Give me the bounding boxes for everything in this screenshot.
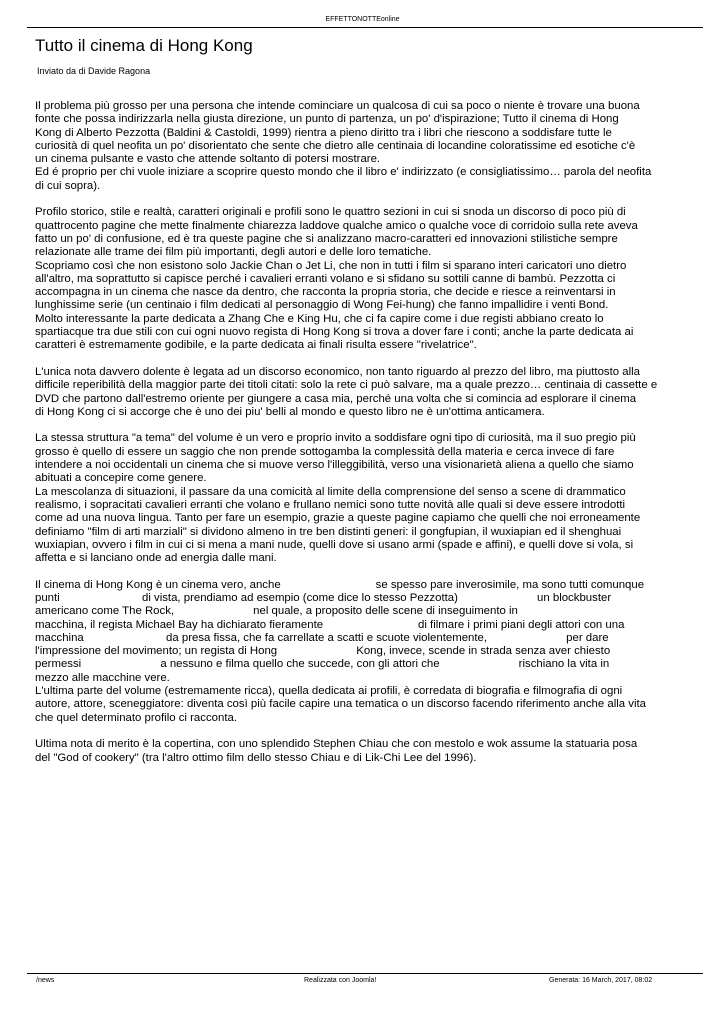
paragraph-line: definiamo "film di arti marziali" si dividono almeno in tre ben distinti generi: il gongfupian, il wuxiapian ed il shenghuai	[35, 525, 622, 538]
paragraph-line: Kong di Alberto Pezzotta (Baldini & Castoldi, 1999) rientra a pieno diritto tra i libri che riescono a soddisfare tutte le	[35, 126, 612, 139]
paragraph-line: La mescolanza di situazioni, il passare da una comicità al limite della comprensione del senso a scene di drammatico	[35, 485, 626, 498]
paragraph-line: punti di vista, prendiamo ad esempio (come dice lo stesso Pezzotta) un blockbuster	[35, 591, 612, 604]
paragraph-line: difficile reperibilità della maggior parte dei titoli citati: solo la rete ci può salvare, ma a quale prezzo… centinaia di cassette e	[35, 379, 658, 392]
paragraph-line: La stessa struttura "a tema" del volume è un vero e proprio invito a soddisfare ogni tipo di curiosità, ma il suo pregio più	[35, 432, 636, 445]
paragraph-line: DVD che partono dall'estremo oriente per giungere a casa mia, perché una volta che si comincia ad esplorare il cinema	[35, 392, 637, 405]
article-body	[35, 100, 705, 778]
paragraph-line: quattrocento pagine che mette finalmente chiarezza laddove qualche amico o qualche voce di corridoio sulla rete aveva	[35, 219, 638, 232]
paragraph-line: spartiacque tra due stili con cui ogni nuovo regista di Hong Kong si trova a dover fare i conti; anche la parte dedicata ai	[35, 326, 634, 339]
footer-powered-by: Realizzata con Joomla!	[304, 977, 377, 984]
paragraph-line: Profilo storico, stile e realtà, caratteri originali e profili sono le quattro sezioni in cui si snoda un discorso di poco più di	[35, 206, 626, 219]
paragraph-line: affetta e si lanciano onde ad energia dalle mani.	[35, 552, 277, 565]
article-paragraph	[35, 100, 705, 193]
article-paragraph	[35, 366, 705, 419]
paragraph-line: Molto interessante la parte dedicata a Zhang Che e King Hu, che ci fa capire come i due registi abbiano creato lo	[35, 312, 604, 325]
article-paragraph	[35, 432, 705, 565]
paragraph-line: del "God of cookery" (tra l'altro ottimo film dello stesso Chiau e di Lik-Chi Lee del 1996).	[35, 751, 477, 764]
article-byline: Inviato da di Davide Ragona	[37, 66, 151, 76]
paragraph-line: come ad una nuova lingua. Tanto per fare un esempio, grazie a queste pagine capiamo che quelli che noi erroneamente	[35, 512, 641, 525]
paragraph-line: accompagna in un cinema che nasce da dentro, che racconta la propria storia, che decide e riesce a reinventarsi in	[35, 286, 616, 299]
paragraph-line: intendere a noi occidentali un cinema che si muove verso l'illeggibilità, verso una visionarietà aliena a quello che siamo	[35, 459, 634, 472]
paragraph-line: relazionate alle trame dei film più importanti, degli autori e delle loro tematiche.	[35, 246, 432, 259]
article-paragraph	[35, 579, 705, 725]
footer-generated-date: Generata: 16 March, 2017, 08:02	[549, 977, 653, 984]
paragraph-line: abituati a concepire come genere.	[35, 472, 207, 485]
footer-path: /news	[36, 977, 55, 984]
paragraph-line: macchina da presa fissa, che fa carrellate a scatti e scuote violentemente, per dare	[35, 631, 609, 644]
paragraph-line: lunghissime serie (un centinaio i film dedicati al personaggio di Wong Fei-hung) che fanno impallidire i venti Bond.	[35, 299, 609, 312]
paragraph-line: di Hong Kong ci si accorge che è uno dei piu' belli al mondo e questo libro ne è un'ottima anticamera.	[35, 405, 545, 418]
paragraph-line: permessi a nessuno e filma quello che succede, con gli attori che rischiano la vita in	[35, 658, 610, 671]
paragraph-line: L'ultima parte del volume (estremamente ricca), quella dedicata ai profili, è corredata di biografia e filmografia di ogni	[35, 685, 623, 698]
article-paragraph	[35, 738, 705, 765]
article-paragraph	[35, 206, 705, 352]
paragraph-line: l'impressione del movimento; un regista di Hong Kong, invece, scende in strada senza aver chiesto	[35, 645, 611, 658]
paragraph-line: fatto un po' di confusione, ed è tra queste pagine che si analizzano macro-caratteri ed innovazioni stilistiche sempre	[35, 232, 618, 245]
paragraph-line: grosso è quello di essere un saggio che non prende sottogamba la complessità della materia e cerca invece di fare	[35, 445, 615, 458]
paragraph-line: macchina, il regista Michael Bay ha dichiarato fieramente di filmare i primi piani degli attori con una	[35, 618, 625, 631]
paragraph-line: realismo, i sopracitati cavalieri erranti che volano e frullano nemici sono tutte novità alle quali si deve essere introdotti	[35, 498, 626, 511]
paragraph-line: Il cinema di Hong Kong è un cinema vero, anche se spesso pare inverosimile, ma sono tutti comunque	[35, 578, 645, 591]
paragraph-line: un cinema pulsante e vasto che attende soltanto di potersi mostrare.	[35, 153, 381, 166]
paragraph-line: americano come The Rock, nel quale, a proposito delle scene di inseguimento in	[35, 605, 518, 618]
header-divider	[27, 27, 703, 28]
article-title: Tutto il cinema di Hong Kong	[35, 36, 253, 55]
paragraph-line: che quel determinato profilo ci racconta.	[35, 711, 237, 724]
paragraph-line: mezzo alle macchine vere.	[35, 671, 170, 684]
footer-divider	[27, 973, 703, 974]
paragraph-line: Scopriamo così che non esistono solo Jackie Chan o Jet Li, che non in tutti i film si sparano interi caricatori uno dietro	[35, 259, 627, 272]
site-name: EFFETTONOTTEonline	[325, 16, 400, 23]
paragraph-line: Il problema più grosso per una persona che intende cominciare un qualcosa di cui sa poco o niente è trovare una buona	[35, 100, 640, 112]
paragraph-line: di cui sopra).	[35, 179, 101, 192]
paragraph-line: all'altro, ma soprattutto si capisce perché i cavalieri erranti volano e si sfidano su sottili canne di bambù. Pezzotta ci	[35, 272, 616, 285]
paragraph-line: Ed é proprio per chi vuole iniziare a scoprire questo mondo che il libro e' indirizzato (e consigliatissimo… parola del neofita	[35, 166, 652, 179]
paragraph-line: L'unica nota davvero dolente è legata ad un discorso economico, non tanto riguardo al prezzo del libro, ma piuttosto alla	[35, 365, 640, 378]
paragraph-line: fonte che possa indirizzarla nella giusta direzione, un punto di partenza, un po' d'ispirazione; Tutto il cinema di Hong	[35, 113, 619, 126]
paragraph-line: curiosità di quel neofita un po' disorientato che sente che dietro alle centinaia di locandine coloratissime ed esotiche c'è	[35, 139, 636, 152]
paragraph-line: wuxiapian, ovvero i film in cui ci si mena a mani nude, quelli dove si usano armi (spade e affini), e quelli dove si vola, si	[35, 538, 634, 551]
paragraph-line: Ultima nota di merito è la copertina, con uno splendido Stephen Chiau che con mestolo e wok assume la statuaria posa	[35, 738, 638, 751]
paragraph-line: autore, attore, sceneggiatore: diventa così più facile capire una tematica o un discorso facendo riferimento anche alla vita	[35, 698, 647, 711]
paragraph-line: caratteri è estremamente godibile, e la parte dedicata ai finali risulta essere "rivelatrice".	[35, 339, 477, 352]
